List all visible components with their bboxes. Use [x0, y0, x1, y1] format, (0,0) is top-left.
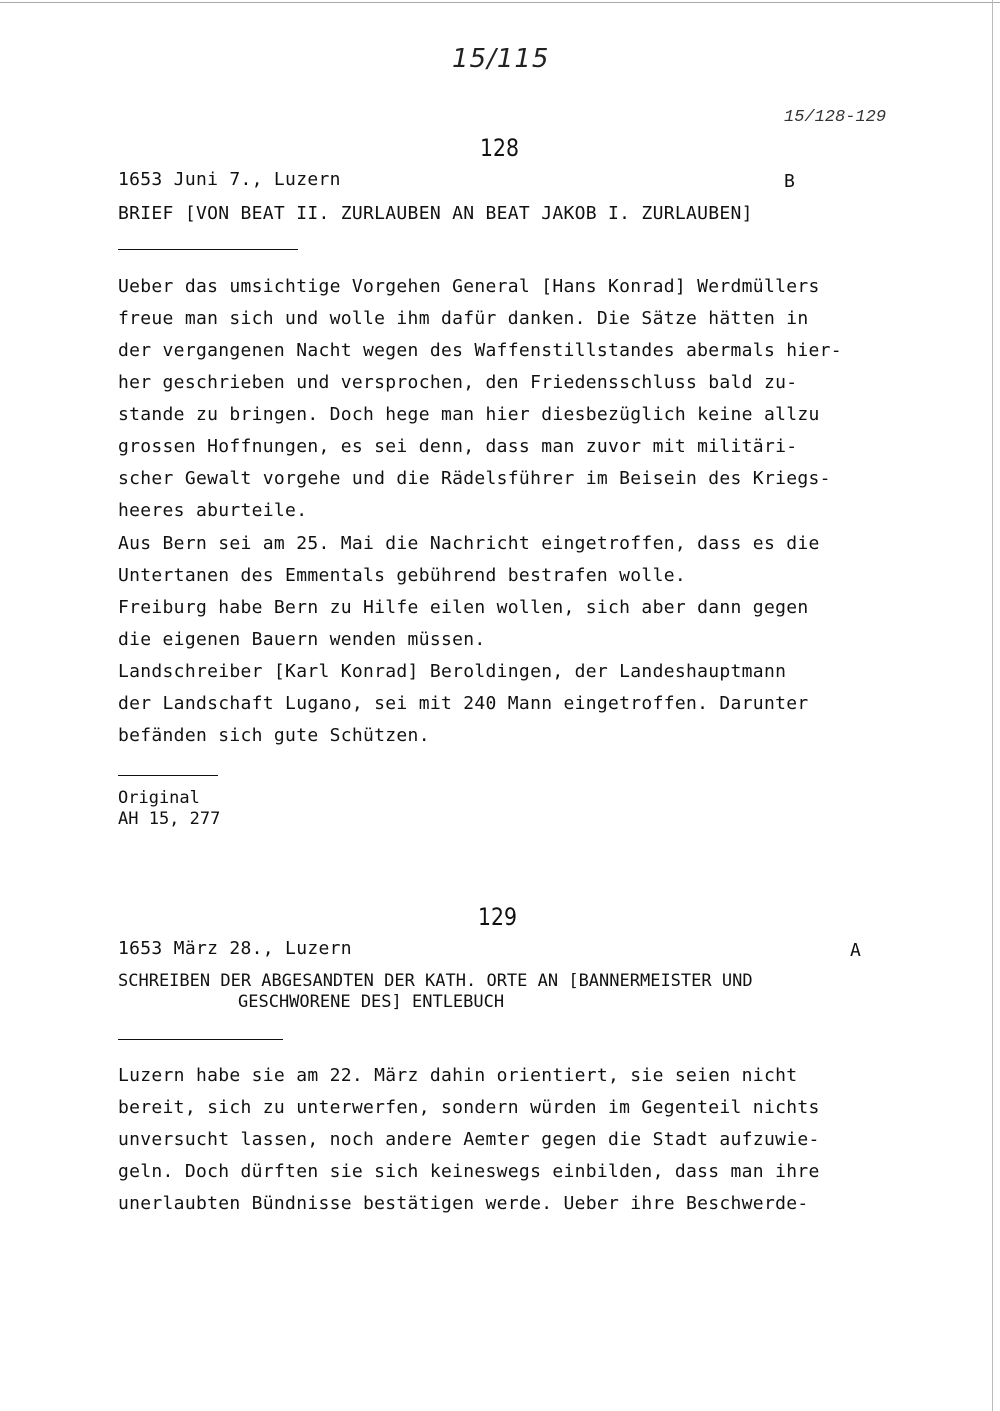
- document-number: 128: [480, 134, 519, 162]
- page-top-edge: [0, 2, 1000, 3]
- document-date-place: 1653 März 28., Luzern: [118, 938, 352, 959]
- document-title: BRIEF [VON BEAT II. ZURLAUBEN AN BEAT JAKOB I. ZURLAUBEN]: [118, 203, 753, 224]
- source-reference: AH 15, 277: [118, 809, 221, 829]
- body-line: Landschreiber [Karl Konrad] Beroldingen, der Landeshauptmann: [118, 661, 787, 682]
- title-separator: [118, 1039, 283, 1040]
- page-reference: 15/128-129: [784, 108, 887, 127]
- body-line: unversucht lassen, noch andere Aemter gegen die Stadt aufzuwie-: [118, 1129, 820, 1150]
- body-line: unerlaubten Bündnisse bestätigen werde. Ueber ihre Beschwerde-: [118, 1193, 809, 1214]
- body-line: Ueber das umsichtige Vorgehen General [Hans Konrad] Werdmüllers: [118, 276, 820, 297]
- document-title-line-2: GESCHWORENE DES] ENTLEBUCH: [238, 992, 505, 1012]
- body-line: der vergangenen Nacht wegen des Waffenstillstandes abermals hier-: [118, 340, 842, 361]
- body-line: bereit, sich zu unterwerfen, sondern würden im Gegenteil nichts: [118, 1097, 820, 1118]
- body-line: stande zu bringen. Doch hege man hier diesbezüglich keine allzu: [118, 404, 820, 425]
- body-line: grossen Hoffnungen, es sei denn, dass man zuvor mit militäri-: [118, 436, 798, 457]
- body-line: die eigenen Bauern wenden müssen.: [118, 629, 486, 650]
- body-line: befänden sich gute Schützen.: [118, 725, 430, 746]
- title-separator: [118, 249, 298, 250]
- body-line: scher Gewalt vorgehe und die Rädelsführer im Beisein des Kriegs-: [118, 468, 831, 489]
- page-right-edge: [992, 0, 993, 1411]
- body-line: Freiburg habe Bern zu Hilfe eilen wollen, sich aber dann gegen: [118, 597, 809, 618]
- body-line: Luzern habe sie am 22. März dahin orientiert, sie seien nicht: [118, 1065, 798, 1086]
- body-line: Untertanen des Emmentals gebührend bestrafen wolle.: [118, 565, 686, 586]
- body-line: Aus Bern sei am 25. Mai die Nachricht eingetroffen, dass es die: [118, 533, 820, 554]
- document-category: B: [784, 171, 796, 192]
- document-number: 129: [478, 903, 517, 931]
- body-line: freue man sich und wolle ihm dafür danken. Die Sätze hätten in: [118, 308, 809, 329]
- document-category: A: [850, 940, 862, 961]
- document-title-line-1: SCHREIBEN DER ABGESANDTEN DER KATH. ORTE AN [BANNERMEISTER UND: [118, 971, 753, 991]
- document-date-place: 1653 Juni 7., Luzern: [118, 169, 341, 190]
- source-type: Original: [118, 788, 200, 808]
- handwritten-archive-mark: 15/115: [452, 44, 550, 74]
- source-separator: [118, 775, 218, 776]
- body-line: geln. Doch dürften sie sich keineswegs einbilden, dass man ihre: [118, 1161, 820, 1182]
- body-line: her geschrieben und versprochen, den Friedensschluss bald zu-: [118, 372, 798, 393]
- body-line: der Landschaft Lugano, sei mit 240 Mann eingetroffen. Darunter: [118, 693, 809, 714]
- body-line: heeres aburteile.: [118, 500, 308, 521]
